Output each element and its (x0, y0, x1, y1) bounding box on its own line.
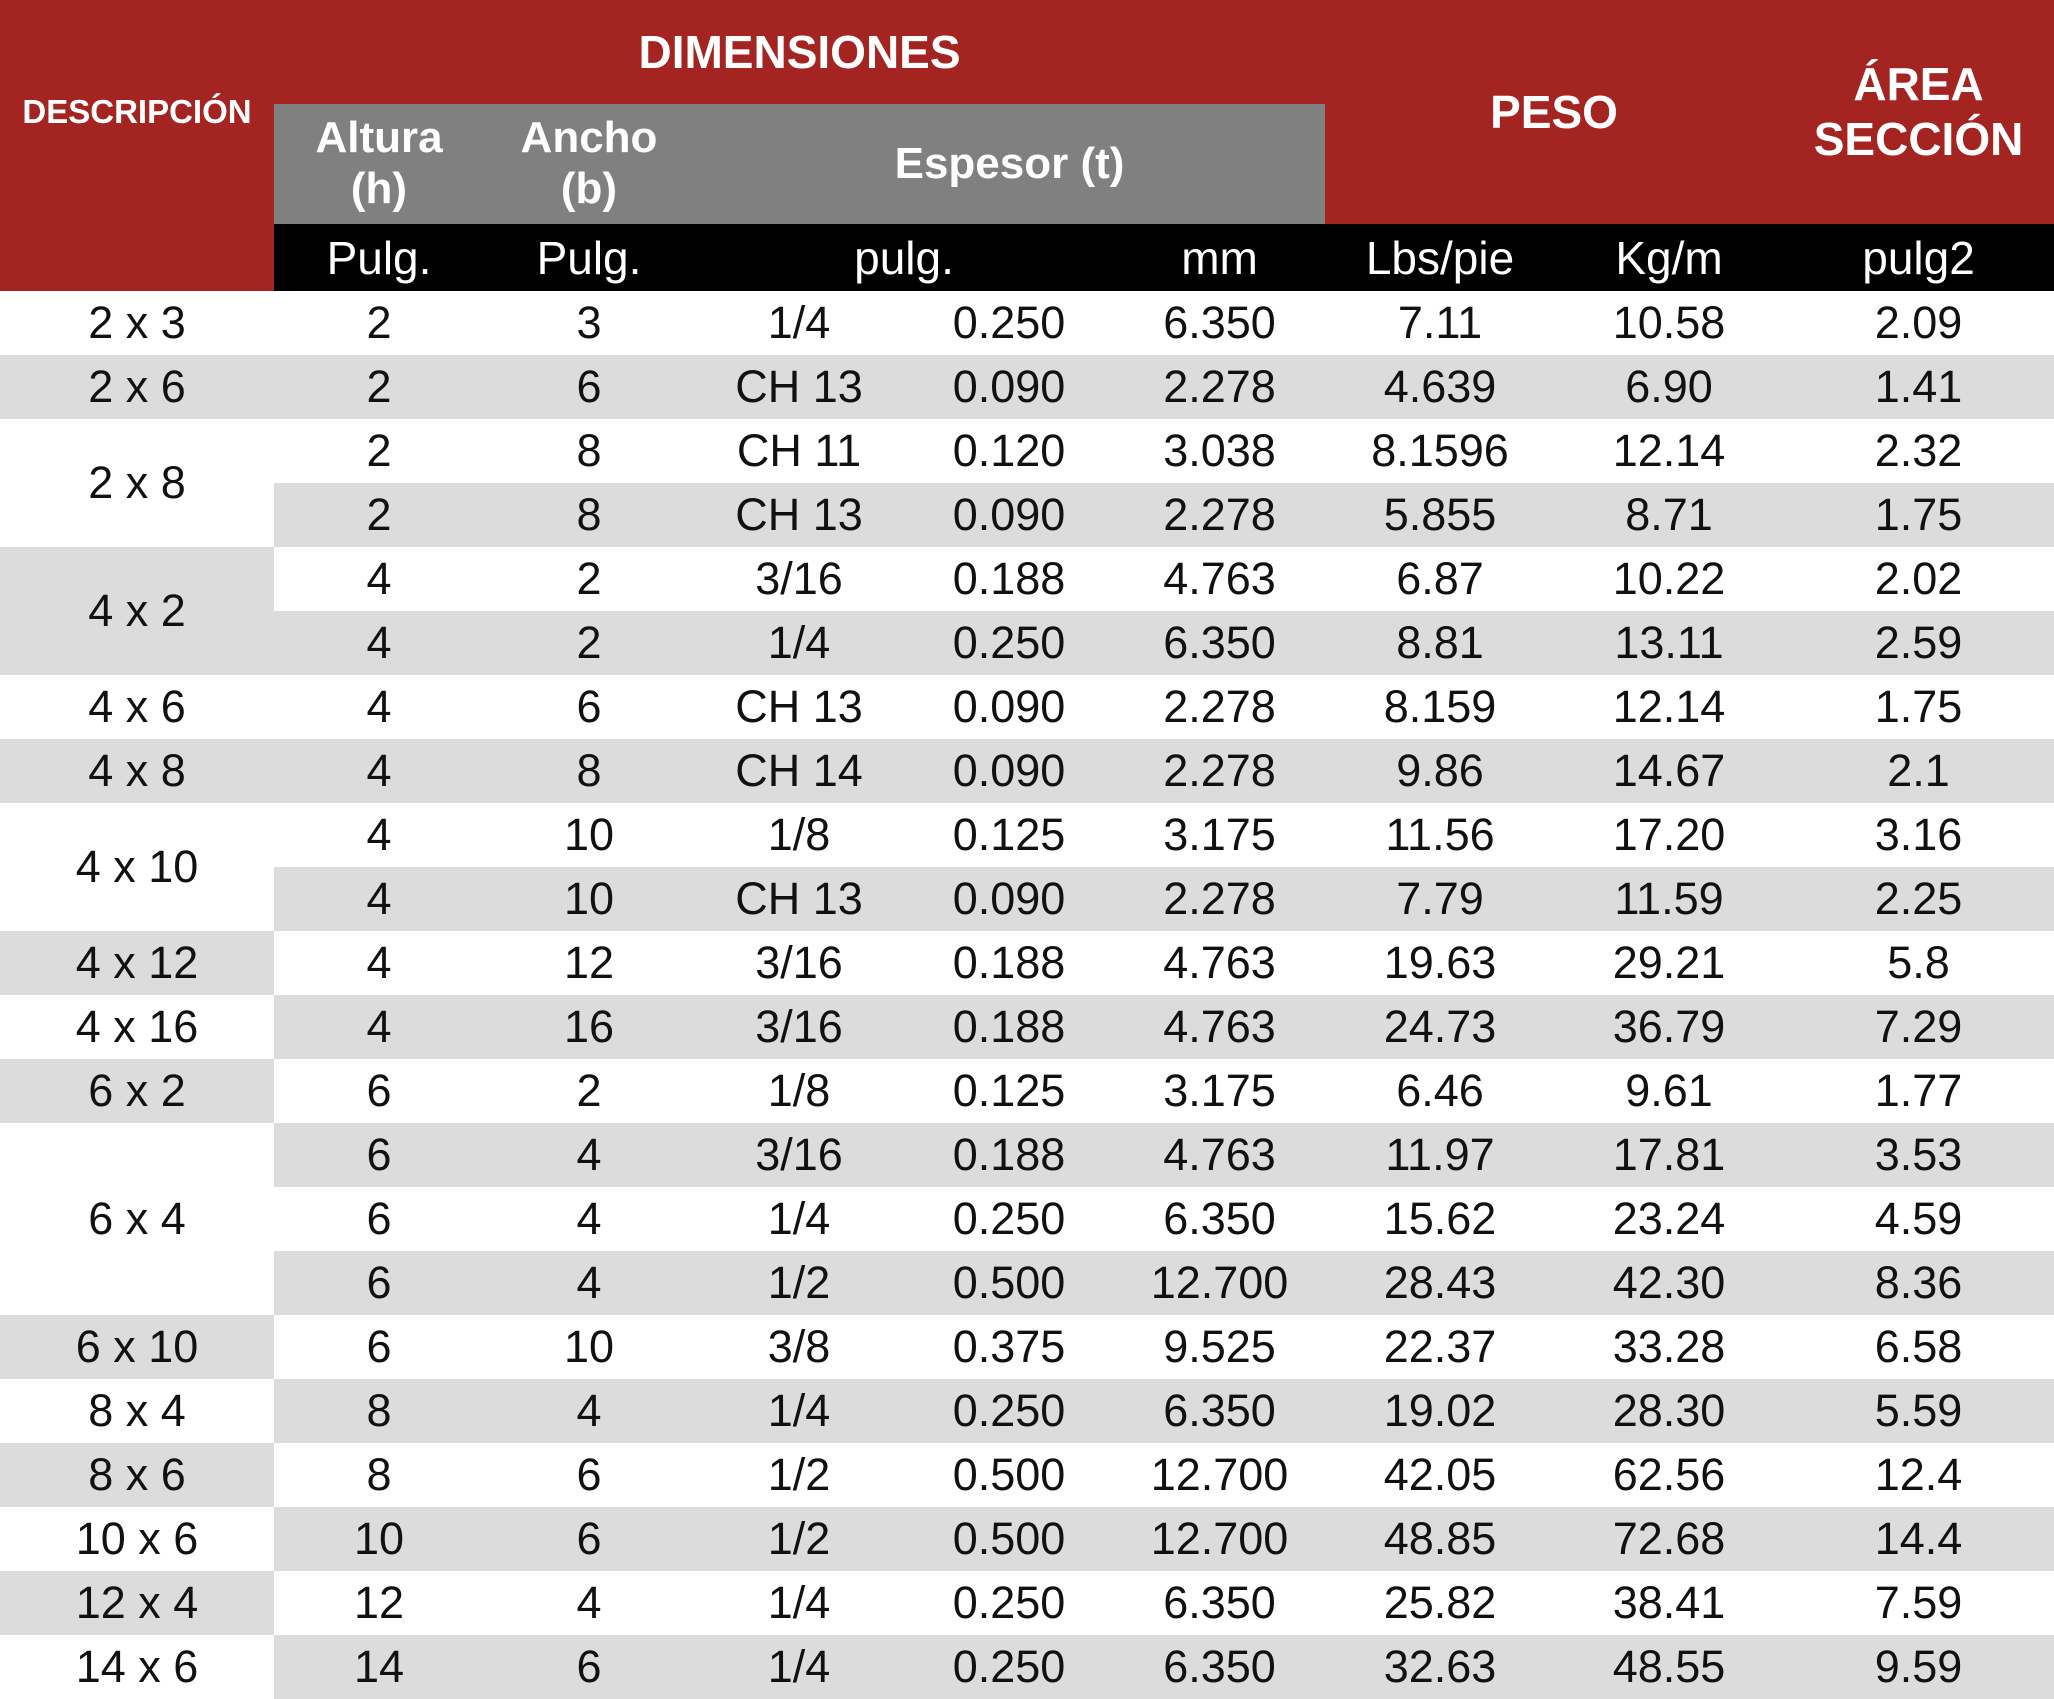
altura-cell: 6 (274, 1251, 484, 1315)
altura-cell: 4 (274, 675, 484, 739)
table-row (0, 547, 2054, 611)
table-row (0, 1123, 2054, 1187)
espesor-fraccion-cell: 1/2 (694, 1507, 904, 1571)
espesor-pulg-cell: 0.188 (904, 1123, 1114, 1187)
ancho-cell: 2 (484, 611, 694, 675)
espesor-pulg-cell: 0.125 (904, 1059, 1114, 1123)
peso-lbs-cell: 6.46 (1325, 1059, 1555, 1123)
area-cell: 7.59 (1783, 1571, 2054, 1635)
peso-kg-cell: 17.81 (1555, 1123, 1783, 1187)
espesor-mm-cell: 6.350 (1114, 611, 1325, 675)
altura-cell: 2 (274, 419, 484, 483)
espesor-pulg-cell: 0.250 (904, 1635, 1114, 1699)
descripcion-cell: 2 x 8 (0, 419, 274, 547)
ancho-cell: 4 (484, 1123, 694, 1187)
ancho-cell: 6 (484, 1443, 694, 1507)
altura-unit: Pulg. (274, 224, 484, 291)
ancho-header-line1: Ancho (520, 113, 658, 163)
area-header-line1: ÁREA (1853, 57, 1984, 110)
altura-cell: 10 (274, 1507, 484, 1571)
espesor-pulg-cell: 0.250 (904, 1379, 1114, 1443)
espesor-fraccion-cell: 3/16 (694, 1123, 904, 1187)
ancho-cell: 2 (484, 547, 694, 611)
ancho-cell: 10 (484, 867, 694, 931)
peso-kg-cell: 11.59 (1555, 867, 1783, 931)
table-row (0, 355, 2054, 419)
peso-kg-cell: 14.67 (1555, 739, 1783, 803)
descripcion-cell: 4 x 12 (0, 931, 274, 995)
table-row (0, 1251, 2054, 1315)
espesor-mm-cell: 3.038 (1114, 419, 1325, 483)
descripcion-cell: 2 x 6 (0, 355, 274, 419)
altura-header-line2: (h) (350, 164, 408, 213)
peso-kg-cell: 29.21 (1555, 931, 1783, 995)
peso-lbs-cell: 19.63 (1325, 931, 1555, 995)
peso-kg-cell: 42.30 (1555, 1251, 1783, 1315)
ancho-cell: 4 (484, 1571, 694, 1635)
altura-cell: 6 (274, 1187, 484, 1251)
peso-lbs-cell: 15.62 (1325, 1187, 1555, 1251)
ancho-cell: 6 (484, 1507, 694, 1571)
area-cell: 2.32 (1783, 419, 2054, 483)
espesor-pulg-cell: 0.250 (904, 1571, 1114, 1635)
peso-lbs-cell: 24.73 (1325, 995, 1555, 1059)
espesor-mm-cell: 12.700 (1114, 1251, 1325, 1315)
descripcion-cell: 6 x 10 (0, 1315, 274, 1379)
espesor-fraccion-cell: 1/4 (694, 1379, 904, 1443)
peso-lbs-cell: 6.87 (1325, 547, 1555, 611)
descripcion-cell: 6 x 4 (0, 1123, 274, 1315)
espesor-fraccion-cell: 3/16 (694, 931, 904, 995)
peso-lbs-cell: 5.855 (1325, 483, 1555, 547)
area-cell: 14.4 (1783, 1507, 2054, 1571)
ancho-cell: 4 (484, 1187, 694, 1251)
espesor-pulg-cell: 0.090 (904, 739, 1114, 803)
espesor-pulg-cell: 0.375 (904, 1315, 1114, 1379)
altura-cell: 6 (274, 1059, 484, 1123)
ancho-cell: 4 (484, 1379, 694, 1443)
ancho-cell: 6 (484, 675, 694, 739)
area-seccion-header (1783, 0, 2054, 224)
table-row (0, 1379, 2054, 1443)
peso-kg-cell: 48.55 (1555, 1635, 1783, 1699)
area-cell: 7.29 (1783, 995, 2054, 1059)
altura-cell: 2 (274, 291, 484, 355)
espesor-pulg-cell: 0.500 (904, 1507, 1114, 1571)
altura-cell: 8 (274, 1379, 484, 1443)
table-row (0, 803, 2054, 867)
espesor-mm-cell: 2.278 (1114, 867, 1325, 931)
table-row (0, 1635, 2054, 1699)
area-cell: 1.75 (1783, 483, 2054, 547)
table-row (0, 1507, 2054, 1571)
descripcion-cell: 14 x 6 (0, 1635, 274, 1699)
altura-cell: 4 (274, 931, 484, 995)
ancho-cell: 10 (484, 803, 694, 867)
espesor-mm-cell: 6.350 (1114, 291, 1325, 355)
peso-lbs-cell: 8.159 (1325, 675, 1555, 739)
altura-cell: 4 (274, 803, 484, 867)
table-body (0, 291, 2054, 1699)
table-row (0, 611, 2054, 675)
altura-cell: 2 (274, 483, 484, 547)
peso-kg-cell: 33.28 (1555, 1315, 1783, 1379)
ancho-cell: 2 (484, 1059, 694, 1123)
altura-cell: 4 (274, 739, 484, 803)
table-row (0, 1315, 2054, 1379)
espesor-fraccion-cell: CH 13 (694, 355, 904, 419)
espesor-mm-cell: 4.763 (1114, 1123, 1325, 1187)
ancho-cell: 6 (484, 355, 694, 419)
espesor-fraccion-cell: 1/4 (694, 291, 904, 355)
area-header-line2: SECCIÓN (1813, 113, 2024, 165)
peso-kg-cell: 13.11 (1555, 611, 1783, 675)
ancho-cell: 3 (484, 291, 694, 355)
table-row (0, 995, 2054, 1059)
peso-lbs-cell: 11.56 (1325, 803, 1555, 867)
espesor-pulg-cell: 0.250 (904, 291, 1114, 355)
peso-kg-cell: 62.56 (1555, 1443, 1783, 1507)
table-row (0, 1187, 2054, 1251)
table-row (0, 867, 2054, 931)
peso-kg-cell: 10.22 (1555, 547, 1783, 611)
peso-kg-cell: 12.14 (1555, 419, 1783, 483)
peso-lbs-cell: 8.81 (1325, 611, 1555, 675)
espesor-fraccion-cell: CH 13 (694, 483, 904, 547)
peso-lbs-cell: 28.43 (1325, 1251, 1555, 1315)
table-row (0, 291, 2054, 355)
peso-lbs-cell: 19.02 (1325, 1379, 1555, 1443)
descripcion-cell: 6 x 2 (0, 1059, 274, 1123)
peso-lbs-cell: 22.37 (1325, 1315, 1555, 1379)
area-cell: 1.41 (1783, 355, 2054, 419)
ancho-header (484, 104, 694, 224)
espesor-pulg-cell: 0.250 (904, 611, 1114, 675)
peso-kg-cell: 38.41 (1555, 1571, 1783, 1635)
descripcion-cell: 12 x 4 (0, 1571, 274, 1635)
espesor-fraccion-cell: 3/16 (694, 547, 904, 611)
espesor-fraccion-cell: 3/16 (694, 995, 904, 1059)
table-row (0, 1443, 2054, 1507)
espesor-pulg-cell: 0.188 (904, 995, 1114, 1059)
espesor-mm-cell: 2.278 (1114, 483, 1325, 547)
area-cell: 9.59 (1783, 1635, 2054, 1699)
peso-lbs-cell: 9.86 (1325, 739, 1555, 803)
espesor-mm-cell: 4.763 (1114, 547, 1325, 611)
area-cell: 1.75 (1783, 675, 2054, 739)
area-cell: 6.58 (1783, 1315, 2054, 1379)
espesor-mm-cell: 2.278 (1114, 675, 1325, 739)
peso-lbs-cell: 7.11 (1325, 291, 1555, 355)
espesor-mm-cell: 4.763 (1114, 995, 1325, 1059)
espesor-fraccion-cell: CH 11 (694, 419, 904, 483)
espesor-fraccion-cell: CH 14 (694, 739, 904, 803)
altura-cell: 4 (274, 995, 484, 1059)
espesor-pulg-cell: 0.090 (904, 355, 1114, 419)
espesor-fraccion-cell: 1/2 (694, 1443, 904, 1507)
peso-kg-cell: 8.71 (1555, 483, 1783, 547)
espesor-fraccion-cell: 1/8 (694, 803, 904, 867)
ancho-cell: 8 (484, 483, 694, 547)
espesor-mm-cell: 2.278 (1114, 355, 1325, 419)
peso-kg-cell: 23.24 (1555, 1187, 1783, 1251)
ancho-cell: 8 (484, 739, 694, 803)
altura-cell: 12 (274, 1571, 484, 1635)
espesor-mm-unit: mm (1114, 224, 1325, 291)
altura-header (274, 104, 484, 224)
altura-cell: 4 (274, 867, 484, 931)
table-row (0, 739, 2054, 803)
descripcion-cell: 4 x 16 (0, 995, 274, 1059)
peso-kg-unit: Kg/m (1555, 224, 1783, 291)
espesor-pulg-cell: 0.250 (904, 1187, 1114, 1251)
descripcion-header: DESCRIPCIÓN (0, 0, 274, 224)
ancho-cell: 12 (484, 931, 694, 995)
ancho-cell: 8 (484, 419, 694, 483)
altura-cell: 6 (274, 1123, 484, 1187)
area-cell: 3.16 (1783, 803, 2054, 867)
espesor-header: Espesor (t) (694, 104, 1325, 224)
espesor-pulg-cell: 0.188 (904, 931, 1114, 995)
espesor-mm-cell: 3.175 (1114, 803, 1325, 867)
espesor-fraccion-cell: 1/4 (694, 1635, 904, 1699)
espesor-mm-cell: 12.700 (1114, 1507, 1325, 1571)
espesor-mm-cell: 4.763 (1114, 931, 1325, 995)
espesor-fraccion-cell: 1/4 (694, 1187, 904, 1251)
peso-lbs-cell: 48.85 (1325, 1507, 1555, 1571)
peso-lbs-cell: 8.1596 (1325, 419, 1555, 483)
altura-cell: 6 (274, 1315, 484, 1379)
table-row (0, 1571, 2054, 1635)
descripcion-cell: 10 x 6 (0, 1507, 274, 1571)
descripcion-cell: 8 x 6 (0, 1443, 274, 1507)
ancho-cell: 16 (484, 995, 694, 1059)
espesor-mm-cell: 6.350 (1114, 1379, 1325, 1443)
peso-lbs-cell: 4.639 (1325, 355, 1555, 419)
area-cell: 5.59 (1783, 1379, 2054, 1443)
espesor-mm-cell: 6.350 (1114, 1187, 1325, 1251)
espesor-fraccion-cell: 1/4 (694, 611, 904, 675)
altura-cell: 2 (274, 355, 484, 419)
descripcion-cell: 4 x 6 (0, 675, 274, 739)
espesor-mm-cell: 9.525 (1114, 1315, 1325, 1379)
espesor-pulg-cell: 0.090 (904, 675, 1114, 739)
area-cell: 12.4 (1783, 1443, 2054, 1507)
espesor-mm-cell: 6.350 (1114, 1571, 1325, 1635)
table-row (0, 483, 2054, 547)
altura-cell: 4 (274, 611, 484, 675)
area-cell: 4.59 (1783, 1187, 2054, 1251)
peso-lbs-unit: Lbs/pie (1325, 224, 1555, 291)
ancho-cell: 10 (484, 1315, 694, 1379)
peso-kg-cell: 72.68 (1555, 1507, 1783, 1571)
area-cell: 3.53 (1783, 1123, 2054, 1187)
peso-lbs-cell: 42.05 (1325, 1443, 1555, 1507)
descripcion-cell: 4 x 10 (0, 803, 274, 931)
area-cell: 2.1 (1783, 739, 2054, 803)
espesor-pulg-unit: pulg. (694, 224, 1114, 291)
altura-header-line1: Altura (315, 113, 443, 163)
peso-lbs-cell: 7.79 (1325, 867, 1555, 931)
table-row (0, 931, 2054, 995)
espesor-pulg-cell: 0.090 (904, 867, 1114, 931)
ancho-cell: 4 (484, 1251, 694, 1315)
descripcion-cell: 2 x 3 (0, 291, 274, 355)
peso-lbs-cell: 11.97 (1325, 1123, 1555, 1187)
espesor-fraccion-cell: 3/8 (694, 1315, 904, 1379)
espesor-fraccion-cell: CH 13 (694, 675, 904, 739)
espesor-mm-cell: 2.278 (1114, 739, 1325, 803)
peso-lbs-cell: 25.82 (1325, 1571, 1555, 1635)
espesor-mm-cell: 6.350 (1114, 1635, 1325, 1699)
espesor-fraccion-cell: 1/2 (694, 1251, 904, 1315)
espesor-fraccion-cell: 1/8 (694, 1059, 904, 1123)
area-cell: 8.36 (1783, 1251, 2054, 1315)
table-row (0, 675, 2054, 739)
peso-kg-cell: 17.20 (1555, 803, 1783, 867)
area-cell: 1.77 (1783, 1059, 2054, 1123)
dimensiones-header: DIMENSIONES (274, 0, 1325, 104)
descripcion-cell: 4 x 8 (0, 739, 274, 803)
area-cell: 2.09 (1783, 291, 2054, 355)
espesor-mm-cell: 3.175 (1114, 1059, 1325, 1123)
peso-kg-cell: 6.90 (1555, 355, 1783, 419)
area-cell: 2.59 (1783, 611, 2054, 675)
descripcion-unit-cell (0, 224, 274, 291)
espesor-pulg-cell: 0.120 (904, 419, 1114, 483)
peso-kg-cell: 28.30 (1555, 1379, 1783, 1443)
area-cell: 2.25 (1783, 867, 2054, 931)
descripcion-cell: 4 x 2 (0, 547, 274, 675)
peso-kg-cell: 9.61 (1555, 1059, 1783, 1123)
descripcion-cell: 8 x 4 (0, 1379, 274, 1443)
peso-kg-cell: 12.14 (1555, 675, 1783, 739)
altura-cell: 8 (274, 1443, 484, 1507)
espesor-pulg-cell: 0.500 (904, 1443, 1114, 1507)
altura-cell: 4 (274, 547, 484, 611)
espesor-mm-cell: 12.700 (1114, 1443, 1325, 1507)
area-unit: pulg2 (1783, 224, 2054, 291)
espesor-pulg-cell: 0.188 (904, 547, 1114, 611)
espesor-pulg-cell: 0.500 (904, 1251, 1114, 1315)
peso-header: PESO (1325, 0, 1783, 224)
area-cell: 5.8 (1783, 931, 2054, 995)
ancho-header-line2: (b) (560, 164, 618, 213)
area-cell: 2.02 (1783, 547, 2054, 611)
table-row (0, 419, 2054, 483)
espesor-fraccion-cell: 1/4 (694, 1571, 904, 1635)
espesor-pulg-cell: 0.125 (904, 803, 1114, 867)
peso-lbs-cell: 32.63 (1325, 1635, 1555, 1699)
peso-kg-cell: 10.58 (1555, 291, 1783, 355)
table-row (0, 1059, 2054, 1123)
ancho-cell: 6 (484, 1635, 694, 1699)
ancho-unit: Pulg. (484, 224, 694, 291)
peso-kg-cell: 36.79 (1555, 995, 1783, 1059)
espesor-pulg-cell: 0.090 (904, 483, 1114, 547)
espesor-fraccion-cell: CH 13 (694, 867, 904, 931)
altura-cell: 14 (274, 1635, 484, 1699)
